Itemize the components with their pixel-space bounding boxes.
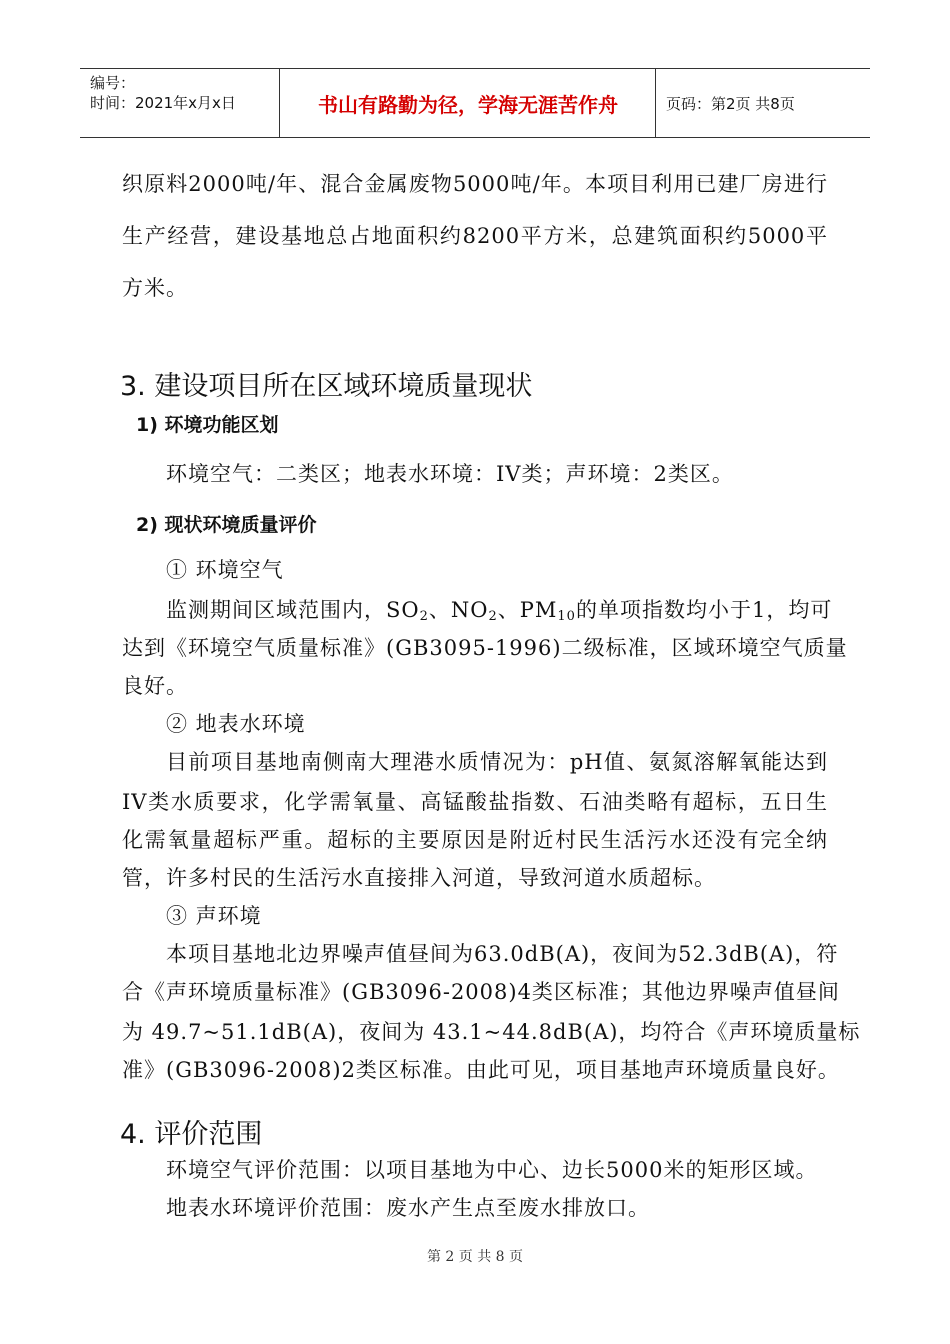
air-line-3: 良好。 — [122, 674, 188, 698]
noise-line-3: 为 49.7~51.1dB(A)，夜间为 43.1~44.8dB(A)，均符合《声环境质量标 — [122, 1020, 861, 1044]
scope-air: 环境空气评价范围：以项目基地为中心、边长5000米的矩形区域。 — [166, 1158, 818, 1182]
intro-line-1: 织原料2000吨/年、混合金属废物5000吨/年。本项目利用已建厂房进行 — [122, 172, 828, 196]
air-line-2: 达到《环境空气质量标准》(GB3095-1996)二级标准，区域环境空气质量 — [122, 636, 848, 660]
header-table — [80, 68, 870, 138]
time-label: 时间：2021年x月x日 — [90, 94, 236, 112]
water-line-3: 化需氧量超标严重。超标的主要原因是附近村民生活污水还没有完全纳 — [122, 828, 828, 852]
intro-line-2: 生产经营，建设基地总占地面积约8200平方米，总建筑面积约5000平 — [122, 224, 828, 248]
water-line-2: IV类水质要求，化学需氧量、高锰酸盐指数、石油类略有超标，五日生 — [122, 790, 828, 814]
noise-line-2: 合《声环境质量标准》(GB3096-2008)4类区标准；其他边界噪声值昼间 — [122, 980, 840, 1004]
intro-line-3: 方米。 — [122, 276, 188, 300]
air-heading: ① 环境空气 — [166, 558, 284, 582]
header-motto: 书山有路勤为径，学海无涯苦作舟 — [281, 69, 656, 137]
subsection-2-title: 2) 现状环境质量评价 — [136, 514, 317, 536]
header-page-info: 页码：第2页 共8页 — [666, 94, 795, 113]
scope-water: 地表水环境评价范围：废水产生点至废水排放口。 — [166, 1196, 650, 1220]
water-heading: ② 地表水环境 — [166, 712, 306, 736]
function-zoning-text: 环境空气：二类区；地表水环境：IV类；声环境：2类区。 — [166, 462, 734, 486]
air-line-1: 监测期间区域范围内，$SO_2$、$NO_2$、$PM_{10}$的单项指数均小于1，均可 — [166, 598, 833, 624]
section-3-title: 3. 建设项目所在区域环境质量现状 — [120, 371, 533, 402]
noise-line-4: 准》(GB3096-2008)2类区标准。由此可见，项目基地声环境质量良好。 — [122, 1058, 840, 1082]
subsection-1-title: 1) 环境功能区划 — [136, 414, 279, 436]
number-label: 编号： — [90, 74, 136, 92]
page-footer: 第 2 页 共 8 页 — [426, 1249, 524, 1265]
water-line-4: 管，许多村民的生活污水直接排入河道，导致河道水质超标。 — [122, 866, 716, 890]
water-line-1: 目前项目基地南侧南大理港水质情况为：pH值、氨氮溶解氧能达到 — [166, 750, 828, 774]
noise-heading: ③ 声环境 — [166, 904, 262, 928]
noise-line-1: 本项目基地北边界噪声值昼间为63.0dB(A)，夜间为52.3dB(A)，符 — [166, 942, 839, 966]
header-meta-cell — [80, 69, 280, 137]
section-4-title: 4. 评价范围 — [120, 1119, 263, 1150]
